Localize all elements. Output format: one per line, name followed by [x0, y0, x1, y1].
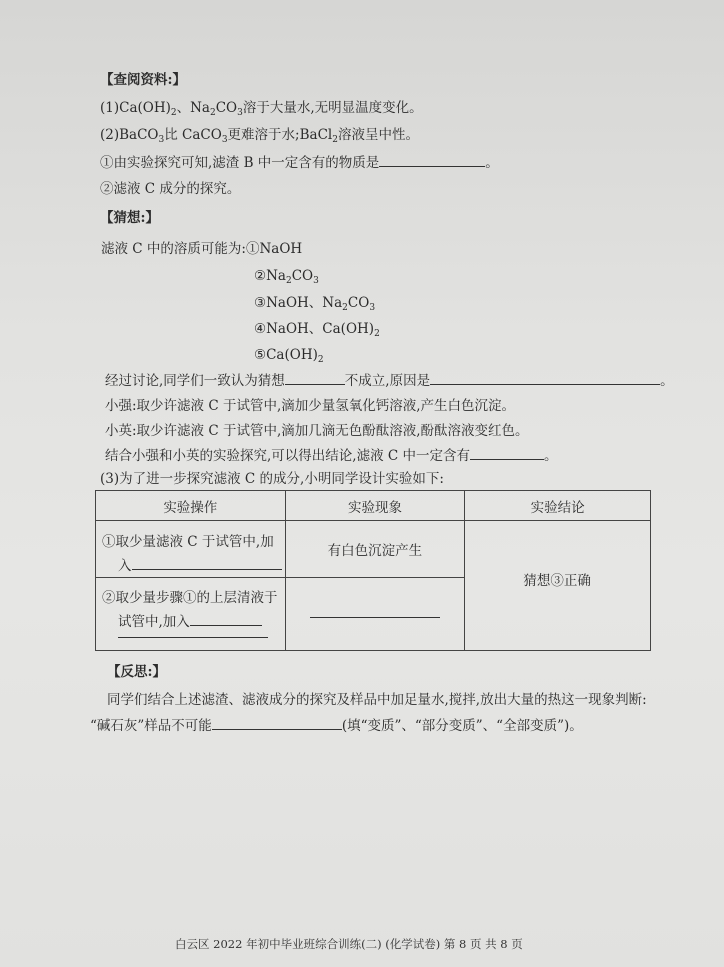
question-filtrate-c: ②滤液 C 成分的探究。 [100, 181, 241, 197]
row1-phenomenon [285, 521, 465, 578]
answer-blank-residue[interactable] [379, 153, 485, 167]
discussion-line-3: 小英:取少许滤液 C 于试管中,滴加几滴无色酚酞溶液,酚酞溶液变红色。 [105, 423, 529, 439]
answer-blank-reagent-1[interactable] [132, 556, 282, 570]
row1-operation-text: ①取少量滤液 C 于试管中,加 [102, 534, 274, 550]
guess-heading: 【猜想:】 [100, 210, 159, 226]
row1-phenomenon-text: 有白色沉淀产生 [327, 543, 423, 559]
experiment-table [95, 490, 651, 651]
answer-blank-reason[interactable] [430, 371, 660, 385]
conclusion-text: 猜想③正确 [523, 573, 591, 589]
discussion-line-1: 经过讨论,同学们一致认为猜想 不成立,原因是 。 [105, 373, 674, 389]
table-row [96, 521, 651, 578]
row2-phenomenon [285, 578, 465, 651]
discussion-line-4: 结合小强和小英的实验探究,可以得出结论,滤液 C 中一定含有 。 [105, 448, 558, 464]
guess-option-5: $⑤Ca(OH)_2$ [254, 347, 324, 365]
info-line-1: $(1)Ca(OH)_2$、$Na_2CO_3$溶于大量水,无明显温度变化。 [100, 100, 423, 118]
row1-operation [96, 521, 286, 578]
row1-operation-line2: 入 [118, 554, 282, 574]
answer-blank-filtrate[interactable] [470, 446, 544, 460]
info-line-2: (2)BaCO$_3$比 CaCO$_3$更难溶于水;BaCl$_2$溶液呈中性。 [100, 127, 419, 145]
page-footer: 白云区 2022 年初中毕业班综合训练(二) (化学试卷) 第 8 页 共 8 页 [175, 937, 523, 951]
discussion-line-5: (3)为了进一步探究滤液 C 的成分,小明同学设计实验如下: [100, 471, 444, 487]
guess-intro: 滤液 C 中的溶质可能为:①NaOH [101, 241, 303, 257]
table-header-row [96, 491, 651, 521]
discussion-line-2: 小强:取少许滤液 C 于试管中,滴加少量氢氧化钙溶液,产生白色沉淀。 [105, 398, 516, 414]
guess-option-2: $②Na_2CO_3$ [254, 268, 319, 286]
answer-blank-reflection[interactable] [212, 716, 342, 730]
row2-operation [96, 578, 286, 651]
answer-blank-phenomenon[interactable] [310, 604, 440, 618]
row2-phenomenon-line [310, 604, 440, 622]
info-heading: 【查阅资料:】 [100, 72, 186, 88]
row2-operation-line2: 试管中,加入 [118, 610, 262, 630]
reflection-line-1: 同学们结合上述滤渣、滤液成分的探究及样品中加足量水,搅拌,放出大量的热这一现象判断: [107, 692, 647, 708]
answer-blank-guess[interactable] [285, 371, 345, 385]
guess-option-3: ③NaOH、$Na_2CO_3$ [254, 295, 376, 313]
question-residue-b: ①由实验探究可知,滤渣 B 中一定含有的物质是 。 [100, 155, 499, 171]
header-conclusion: 实验结论 [465, 491, 651, 521]
conclusion-cell [465, 521, 651, 651]
row2-operation-line3 [118, 624, 268, 642]
answer-blank-reagent-2b[interactable] [118, 624, 268, 638]
header-phenomenon: 实验现象 [285, 491, 465, 521]
guess-option-4: ④NaOH、$Ca(OH)_2$ [254, 321, 380, 339]
row2-operation-text: ②取少量步骤①的上层清液于 [102, 590, 278, 606]
reflection-heading: 【反思:】 [107, 664, 166, 680]
reflection-line-2: “碱石灰”样品不可能 (填“变质”、“部分变质”、“全部变质”)。 [90, 718, 583, 734]
header-operation: 实验操作 [96, 491, 286, 521]
